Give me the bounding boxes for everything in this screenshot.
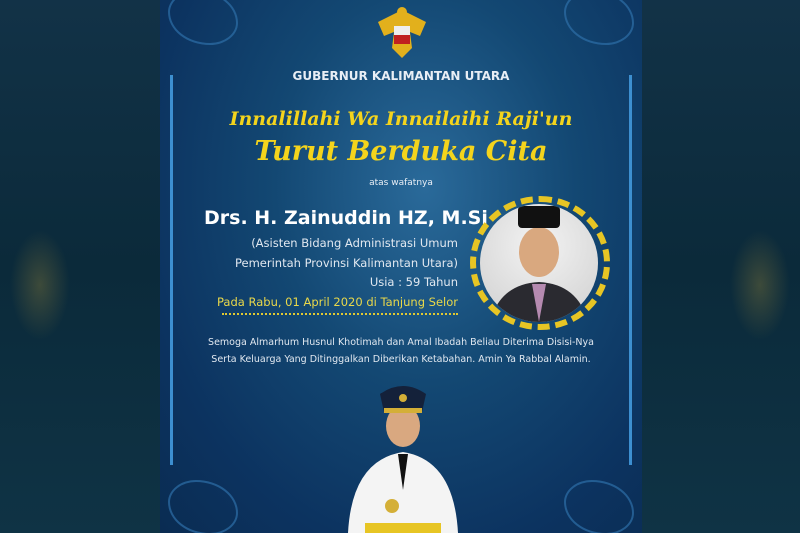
garuda-emblem-icon: [370, 2, 434, 60]
blur-glow: [10, 230, 70, 340]
heading-turut-berduka-cita: Turut Berduka Cita: [254, 136, 548, 167]
ornament: [564, 0, 634, 45]
prayer-line-1: Semoga Almarhum Husnul Khotimah dan Amal Ibadah Beliau Diterima Disisi-Nya: [208, 337, 594, 348]
ornament: [168, 0, 238, 45]
blur-glow: [730, 230, 790, 340]
right-blurred-border: [642, 0, 800, 533]
position-line-2: Pemerintah Provinsi Kalimantan Utara): [234, 256, 458, 270]
header-title: GUBERNUR KALIMANTAN UTARA: [292, 69, 510, 83]
deceased-photo: [480, 204, 598, 322]
governor-nameplate: [365, 523, 441, 533]
deceased-age: Usia : 59 Tahun: [369, 275, 458, 289]
dotted-divider: [222, 313, 458, 315]
deceased-name: Drs. H. Zainuddin HZ, M.Si: [204, 207, 488, 229]
border-line: [629, 75, 632, 465]
governor-photo: [348, 380, 458, 533]
position-line-1: (Asisten Bidang Administrasi Umum: [251, 236, 458, 250]
ornament: [168, 480, 238, 533]
heading-atas-wafatnya: atas wafatnya: [369, 178, 433, 188]
left-blurred-border: [0, 0, 160, 533]
condolence-poster: [160, 0, 642, 533]
heading-innalillahi: Innalillahi Wa Innailaihi Raji'un: [229, 108, 573, 130]
border-line: [170, 75, 173, 465]
death-date-place: Pada Rabu, 01 April 2020 di Tanjung Selor: [217, 295, 458, 309]
prayer-line-2: Serta Keluarga Yang Ditinggalkan Diberikan Ketabahan. Amin Ya Rabbal Alamin.: [211, 354, 591, 365]
ornament: [564, 480, 634, 533]
